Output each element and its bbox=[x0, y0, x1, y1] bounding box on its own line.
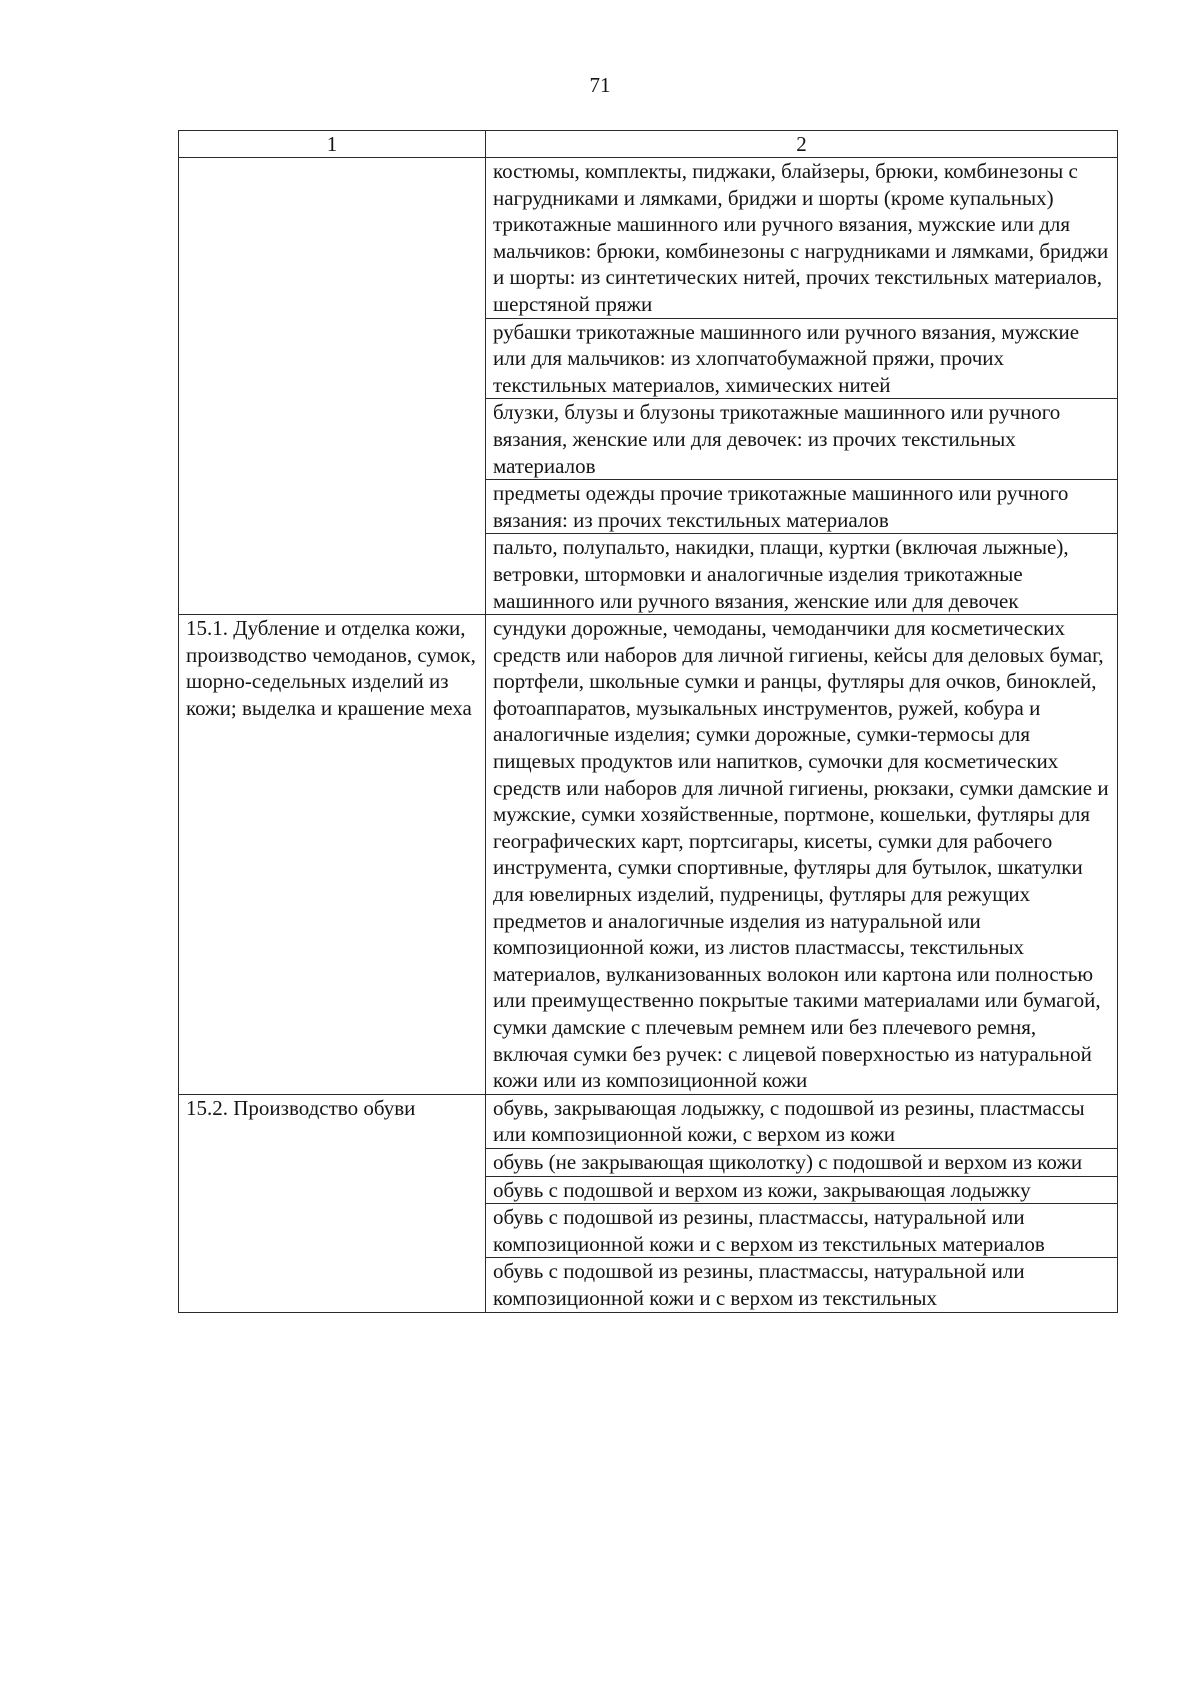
product-cell: обувь (не закрывающая щиколотку) с подошвой и верхом из кожи bbox=[486, 1148, 1118, 1176]
table-row bbox=[179, 1204, 1118, 1258]
column-header-2: 2 bbox=[486, 131, 1118, 158]
product-cell: пальто, полупальто, накидки, плащи, куртки (включая лыжные), ветровки, штормовки и аналогичные изделия трикотажные машинного или ручного вязания, женские или для девочек bbox=[486, 534, 1118, 615]
activity-cell: 15.1. Дубление и отделка кожи, производство чемоданов, сумок, шорно-седельных изделий из кожи; выделка и крашение меха bbox=[179, 615, 486, 1095]
table-row bbox=[179, 1258, 1118, 1312]
table-row bbox=[179, 534, 1118, 615]
activity-cell bbox=[179, 1148, 486, 1176]
activity-cell bbox=[179, 534, 486, 615]
activity-cell bbox=[179, 158, 486, 319]
table-row bbox=[179, 480, 1118, 534]
page-number: 71 bbox=[589, 73, 611, 97]
table-row bbox=[179, 1094, 1118, 1148]
activity-cell bbox=[179, 480, 486, 534]
classification-table bbox=[178, 130, 1118, 1313]
product-cell: блузки, блузы и блузоны трикотажные машинного или ручного вязания, женские или для девочек: из прочих текстильных материалов bbox=[486, 399, 1118, 480]
product-cell: костюмы, комплекты, пиджаки, блайзеры, брюки, комбинезоны с нагрудниками и лямками, бриджи и шорты (кроме купальных) трикотажные машинного или ручного вязания, мужские или для мальчиков: брюки, комбинезоны с нагрудниками и лямками, бриджи и шорты: из синтетических нитей, прочих текстильных материалов, шерстяной пряжи bbox=[486, 158, 1118, 319]
table-row bbox=[179, 615, 1118, 1095]
table-row bbox=[179, 1176, 1118, 1204]
table-header-row bbox=[179, 131, 1118, 158]
table-row bbox=[179, 399, 1118, 480]
column-header-1: 1 bbox=[179, 131, 486, 158]
product-cell: рубашки трикотажные машинного или ручного вязания, мужские или для мальчиков: из хлопчатобумажной пряжи, прочих текстильных материалов, химических нитей bbox=[486, 318, 1118, 399]
product-cell: обувь, закрывающая лодыжку, с подошвой из резины, пластмассы или композиционной кожи, с верхом из кожи bbox=[486, 1094, 1118, 1148]
activity-cell bbox=[179, 318, 486, 399]
table-row bbox=[179, 158, 1118, 319]
activity-cell bbox=[179, 1176, 486, 1204]
product-cell: обувь с подошвой и верхом из кожи, закрывающая лодыжку bbox=[486, 1176, 1118, 1204]
product-cell: обувь с подошвой из резины, пластмассы, натуральной или композиционной кожи и с верхом из текстильных bbox=[486, 1258, 1118, 1312]
activity-cell bbox=[179, 399, 486, 480]
table-row bbox=[179, 318, 1118, 399]
activity-cell bbox=[179, 1258, 486, 1312]
table-row bbox=[179, 1148, 1118, 1176]
product-cell: предметы одежды прочие трикотажные машинного или ручного вязания: из прочих текстильных материалов bbox=[486, 480, 1118, 534]
activity-cell: 15.2. Производство обуви bbox=[179, 1094, 486, 1148]
activity-cell bbox=[179, 1204, 486, 1258]
product-cell: сундуки дорожные, чемоданы, чемоданчики для косметических средств или наборов для личной гигиены, кейсы для деловых бумаг, портфели, школьные сумки и ранцы, футляры для очков, биноклей, фотоаппаратов, музыкальных инструментов, ружей, кобура и аналогичные изделия; сумки дорожные, сумки-термосы для пищевых продуктов или напитков, сумочки для косметических средств или наборов для личной гигиены, рюкзаки, сумки дамские и мужские, сумки хозяйственные, портмоне, кошельки, футляры для географических карт, портсигары, кисеты, сумки для рабочего инструмента, сумки спортивные, футляры для бутылок, шкатулки для ювелирных изделий, пудреницы, футляры для режущих предметов и аналогичные изделия из натуральной или композиционной кожи, из листов пластмассы, текстильных материалов, вулканизованных волокон или картона или полностью или преимущественно покрытые такими материалами или бумагой, сумки дамские с плечевым ремнем или без плечевого ремня, включая сумки без ручек: с лицевой поверхностью из натуральной кожи или из композиционной кожи bbox=[486, 615, 1118, 1095]
product-cell: обувь с подошвой из резины, пластмассы, натуральной или композиционной кожи и с верхом из текстильных материалов bbox=[486, 1204, 1118, 1258]
